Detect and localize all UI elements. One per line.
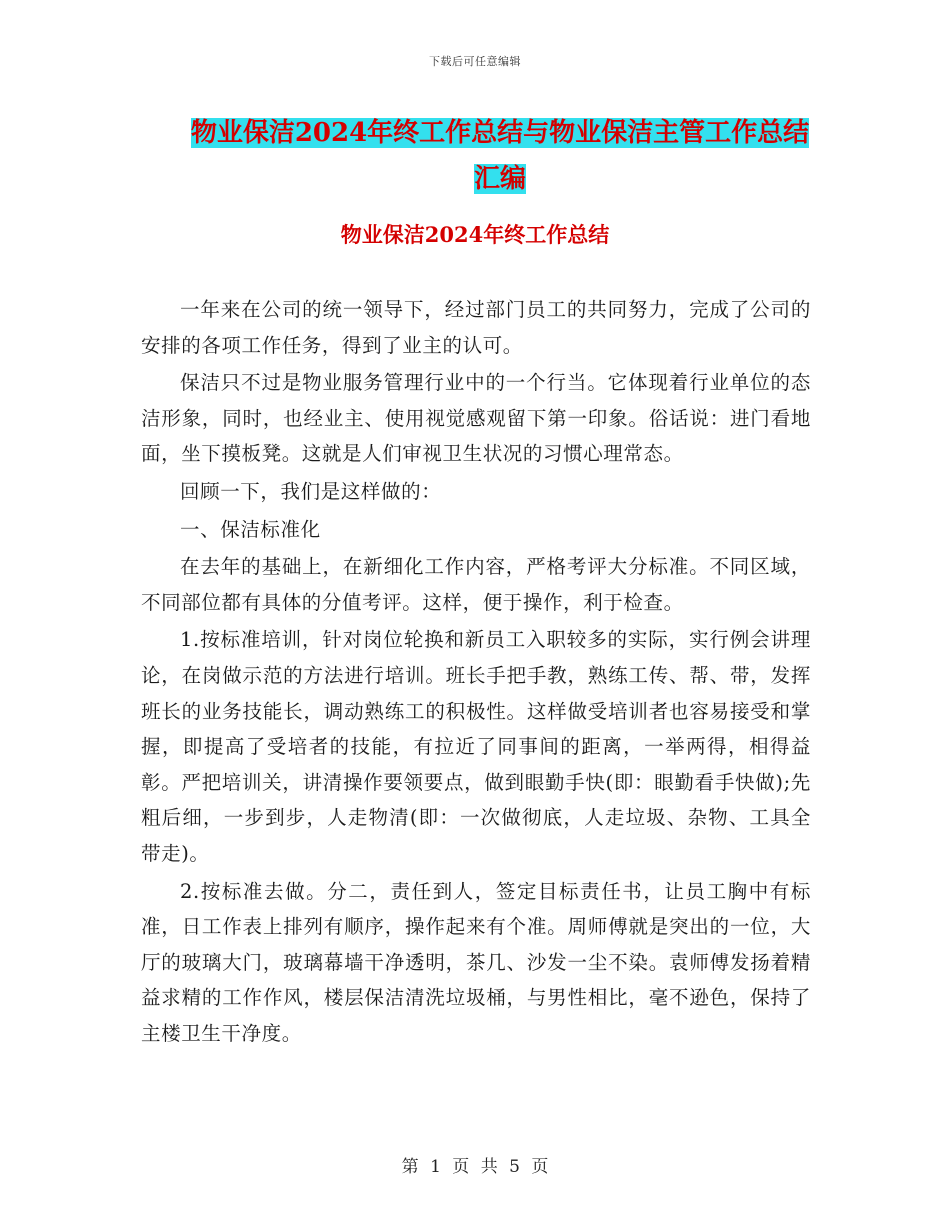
document-title xyxy=(140,110,860,202)
paragraph: 在去年的基础上，在新细化工作内容，严格考评大分标准。不同区域，不同部位都有具体的分值考评。这样，便于操作，利于检查。 xyxy=(141,555,811,614)
header-note: 下载后可任意编辑 xyxy=(429,55,521,68)
paragraph: 回顾一下，我们是这样做的： xyxy=(180,479,442,503)
paragraph: 保洁只不过是物业服务管理行业中的一个行当。它体现着行业单位的态洁形象，同时，也经业主、使用视觉感观留下第一印象。俗话说：进门看地面，坐下摸板凳。这就是人们审视卫生状况的习惯心理常态。 xyxy=(141,371,811,466)
paragraph: 一年来在公司的统一领导下，经过部门员工的共同努力，完成了公司的安排的各项工作任务，得到了业主的认可。 xyxy=(141,298,811,357)
paragraph: 一、保洁标准化 xyxy=(180,517,321,541)
page-number: 第 1 页 共 5 页 xyxy=(401,1157,549,1177)
paragraph: 1.按标准培训，针对岗位轮换和新员工入职较多的实际，实行例会讲理论，在岗做示范的方法进行培训。班长手把手教，熟练工传、帮、带，发挥班长的业务技能长，调动熟练工的积极性。这样做受培训者也容易接受和掌握，即提高了受培者的技能，有拉近了同事间的距离，一举两得，相得益彰。严把培训关，讲清操作要领要点，做到眼勤手快(即：眼勤看手快做);先粗后细，一步到步，人走物清(即：一次做彻底，人走垃圾、杂物、工具全带走)。 xyxy=(141,628,811,865)
document-title-line-1: 物业保洁2024年终工作总结与物业保洁主管工作总结 xyxy=(190,118,810,148)
section-title: 物业保洁2024年终工作总结 xyxy=(340,222,610,247)
document-body xyxy=(141,292,811,1053)
paragraph: 2.按标准去做。分二，责任到人，签定目标责任书，让员工胸中有标准，日工作表上排列有顺序，操作起来有个准。周师傅就是突出的一位，大厅的玻璃大门，玻璃幕墙干净透明，茶几、沙发一尘不染。袁师傅发扬着精益求精的工作作风，楼层保洁清洗垃圾桶，与男性相比，毫不逊色，保持了主楼卫生干净度。 xyxy=(141,879,811,1045)
document-title-line-2: 汇编 xyxy=(473,164,526,194)
